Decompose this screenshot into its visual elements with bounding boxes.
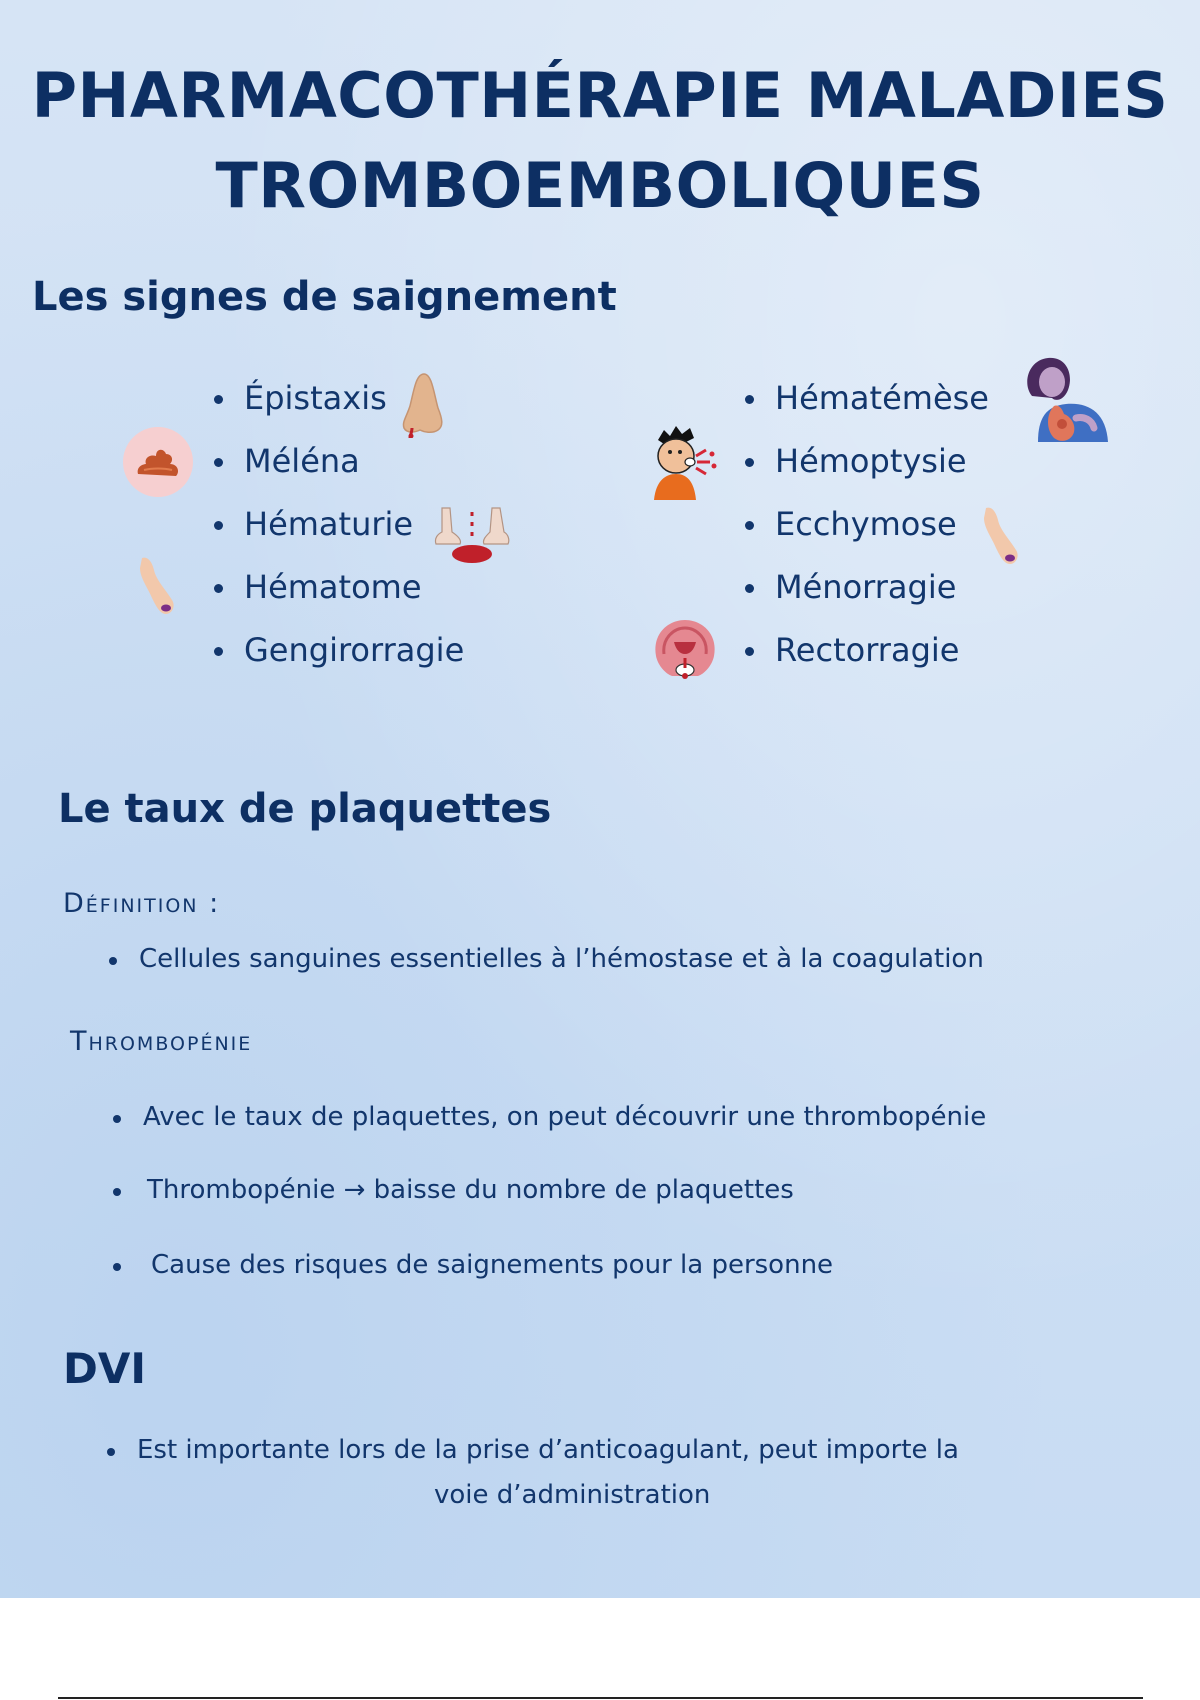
bleeding-signs-right-list — [743, 370, 989, 685]
arm-bruise-icon — [982, 506, 1022, 568]
bullet-dot — [113, 1188, 121, 1196]
thrombopenia-item — [147, 1175, 794, 1205]
list-item: Hématémèse — [743, 370, 989, 433]
thrombopenia-text: Cause des risques de saignements pour la personne — [151, 1250, 834, 1280]
arm-bruise-icon — [138, 556, 178, 618]
vomiting-woman-icon — [1016, 354, 1112, 444]
coughing-boy-icon — [650, 424, 720, 500]
list-item: Méléna — [212, 433, 464, 496]
list-item: Gengirorragie — [212, 622, 464, 685]
footer-divider — [58, 1697, 1143, 1699]
definition-label: Définition : — [63, 888, 221, 919]
bullet-dot — [113, 1115, 121, 1123]
definition-text: Cellules sanguines essentielles à l’hémostase et à la coagulation — [139, 944, 984, 974]
list-item: Épistaxis — [212, 370, 464, 433]
list-item: Rectorragie — [743, 622, 989, 685]
thrombopenia-label: Thrombopénie — [70, 1026, 253, 1057]
rectum-icon — [650, 618, 720, 682]
list-item: Ménorragie — [743, 559, 989, 622]
dvi-item — [137, 1435, 959, 1465]
bullet-dot — [109, 957, 117, 965]
feet-blood-icon — [432, 504, 512, 564]
thrombopenia-item — [143, 1102, 986, 1132]
dvi-text-line-1: Est importante lors de la prise d’anticoagulant, peut importe la — [137, 1435, 959, 1465]
bullet-dot — [107, 1448, 115, 1456]
bleeding-signs-heading: Les signes de saignement — [32, 274, 617, 320]
platelets-heading: Le taux de plaquettes — [58, 786, 552, 832]
thrombopenia-item — [151, 1250, 833, 1280]
thrombopenia-text: Avec le taux de plaquettes, on peut découvrir une thrombopénie — [143, 1102, 987, 1132]
thrombopenia-text: Thrombopénie → baisse du nombre de plaquettes — [147, 1175, 794, 1205]
stool-icon — [122, 426, 194, 498]
dvi-text-line-2: voie d’administration — [434, 1480, 711, 1510]
page-title-line-2: TROMBOEMBOLIQUES — [215, 149, 985, 222]
list-item: Hématurie — [212, 496, 464, 559]
definition-item — [139, 944, 984, 974]
page-title-line-1: PHARMACOTHÉRAPIE MALADIES — [31, 59, 1169, 132]
list-item: Hématome — [212, 559, 464, 622]
nose-bleed-icon — [398, 372, 450, 438]
list-item: Ecchymose — [743, 496, 989, 559]
list-item: Hémoptysie — [743, 433, 989, 496]
dvi-heading: DVI — [63, 1344, 146, 1393]
dvi-item-continuation — [434, 1480, 710, 1510]
bullet-dot — [113, 1263, 121, 1271]
